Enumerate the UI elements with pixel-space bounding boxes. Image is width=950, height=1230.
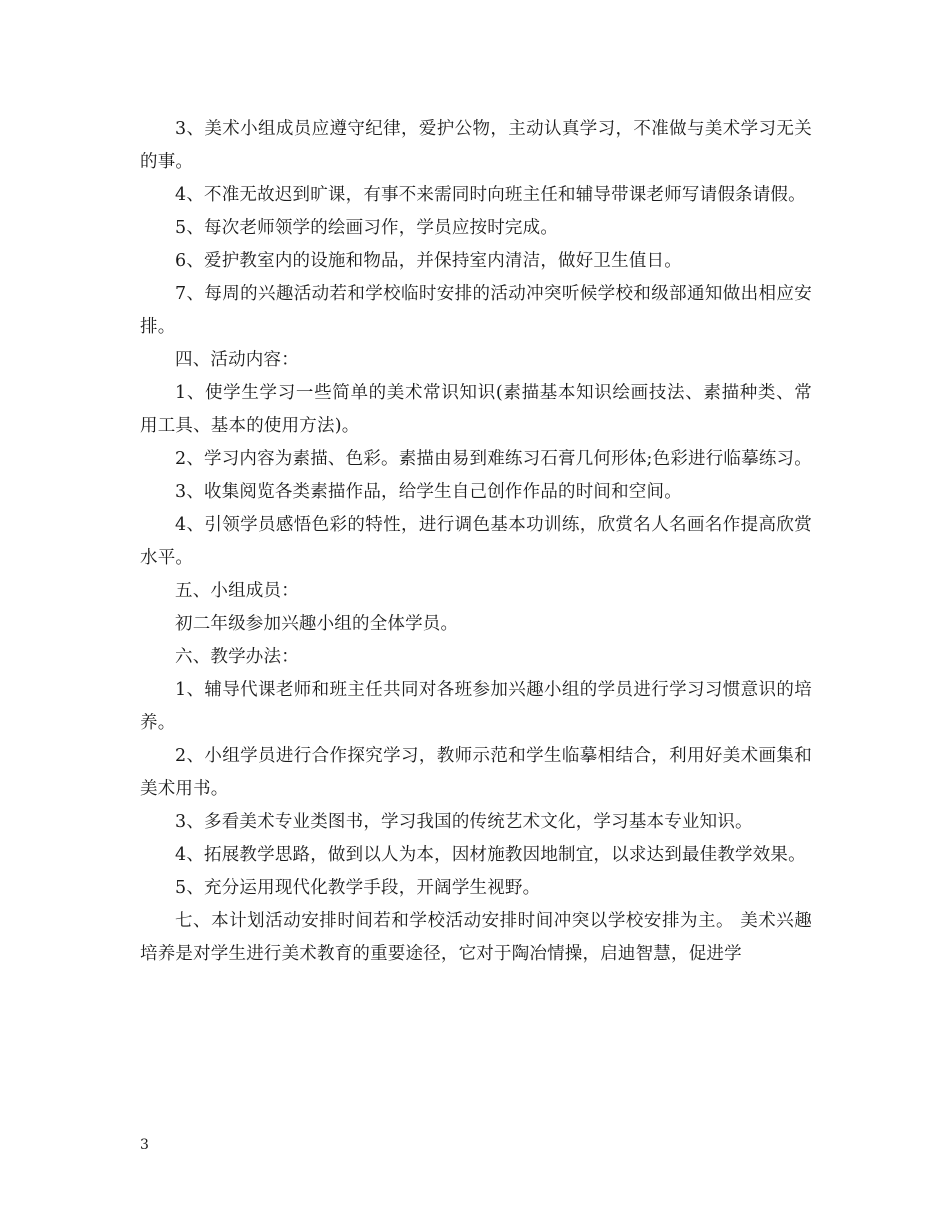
rule-4-paragraph: 4、不准无故迟到旷课，有事不来需同时向班主任和辅导带课老师写请假条请假。 (175, 185, 806, 205)
rule-7-paragraph: 7、每周的兴趣活动若和学校临时安排的活动冲突听候学校和级部通知做出相应安排。 (140, 284, 812, 337)
teaching-method-2: 2、小组学员进行合作探究学习，教师示范和学生临摹相结合，利用好美术画集和美术用书。 (140, 746, 812, 799)
section-heading-teaching-methods: 六、教学办法： (175, 647, 299, 667)
teaching-method-5: 5、充分运用现代化教学手段，开阔学生视野。 (175, 878, 541, 898)
activity-item-4: 4、引领学员感悟色彩的特性，进行调色基本功训练，欣赏名人名画名作提高欣赏水平。 (140, 515, 812, 568)
activity-item-1: 1、使学生学习一些简单的美术常识知识(素描基本知识绘画技法、素描种类、常用工具、基本的使用方法)。 (140, 383, 812, 436)
rule-6-paragraph: 6、爱护教室内的设施和物品，并保持室内清洁，做好卫生值日。 (175, 251, 682, 271)
page-number: 3 (140, 1137, 149, 1153)
rule-3-paragraph: 3、美术小组成员应遵守纪律，爱护公物，主动认真学习，不准做与美术学习无关的事。 (140, 119, 812, 172)
rule-5-paragraph: 5、每次老师领学的绘画习作，学员应按时完成。 (175, 218, 559, 238)
section-heading-group-members: 五、小组成员： (175, 581, 299, 601)
activity-item-3: 3、收集阅览各类素描作品，给学生自己创作作品的时间和空间。 (175, 482, 682, 502)
teaching-method-4: 4、拓展教学思路，做到以人为本，因材施教因地制宜，以求达到最佳教学效果。 (175, 845, 806, 865)
section-seven-paragraph: 七、本计划活动安排时间若和学校活动安排时间冲突以学校安排为主。 美术兴趣培养是对学生进行美术教育的重要途径，它对于陶冶情操，启迪智慧，促进学 (140, 911, 812, 964)
section-heading-activity-content: 四、活动内容： (175, 350, 299, 370)
teaching-method-1: 1、辅导代课老师和班主任共同对各班参加兴趣小组的学员进行学习习惯意识的培养。 (140, 680, 812, 733)
document-body (140, 113, 812, 971)
teaching-method-3: 3、多看美术专业类图书，学习我国的传统艺术文化，学习基本专业知识。 (175, 812, 753, 832)
activity-item-2: 2、学习内容为素描、色彩。素描由易到难练习石膏几何形体;色彩进行临摹练习。 (175, 449, 812, 469)
group-members-paragraph: 初二年级参加兴趣小组的全体学员。 (175, 614, 459, 634)
